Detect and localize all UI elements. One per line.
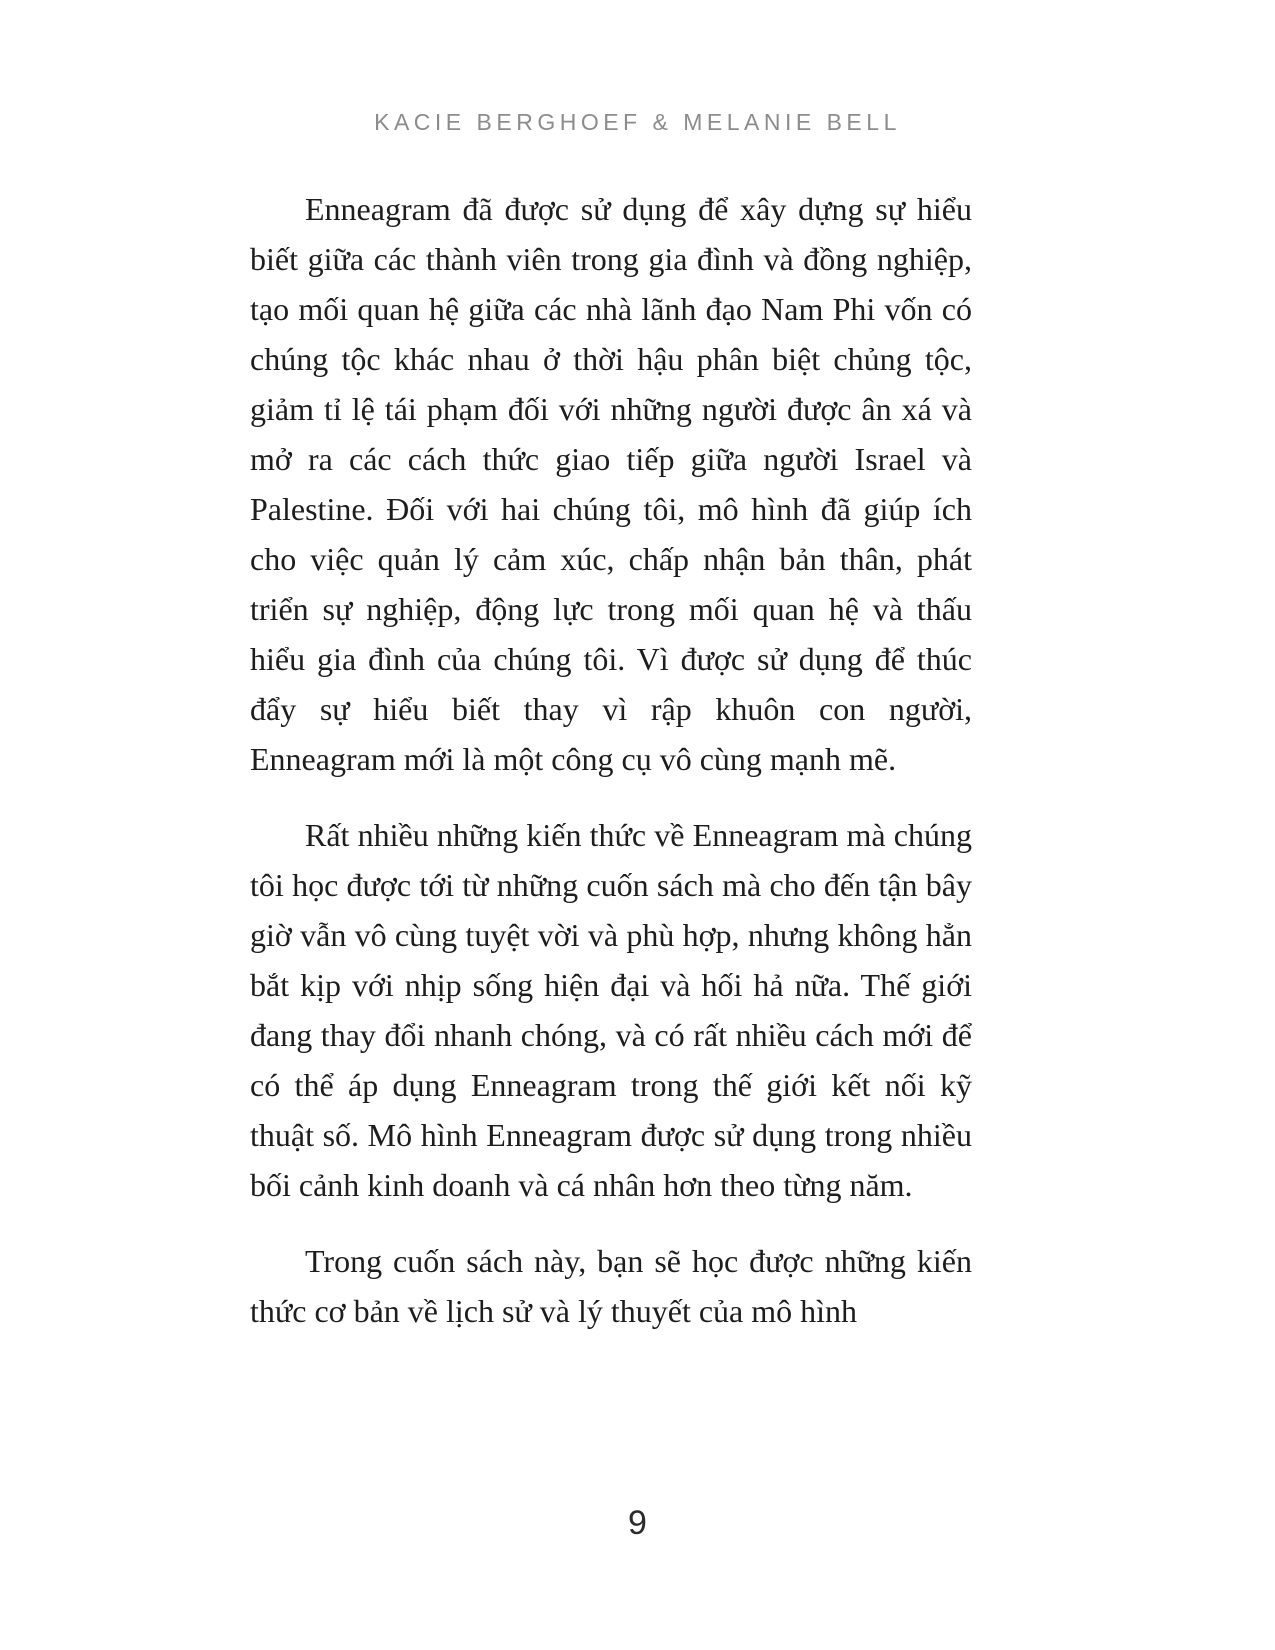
body-paragraph-2: Rất nhiều những kiến thức về Enneagram mà chúng tôi học được tới từ những cuốn sách mà cho đến tận bây giờ vẫn vô cùng tuyệt vời và phù hợp, nhưng không hẳn bắt kịp với nhịp sống hiện đại và hối hả nữa. Thế giới đang thay đổi nhanh chóng, và có rất nhiều cách mới để có thể áp dụng Enneagram trong thế giới kết nối kỹ thuật số. Mô hình Enneagram được sử dụng trong nhiều bối cảnh kinh doanh và cá nhân hơn theo từng năm.	[250, 817, 972, 1203]
running-header: KACIE BERGHOEF & MELANIE BELL	[374, 109, 901, 135]
page-text-body	[250, 184, 972, 1336]
page-number: 9	[628, 1504, 647, 1542]
body-paragraph-1: Enneagram đã được sử dụng để xây dựng sự hiểu biết giữa các thành viên trong gia đình và đồng nghiệp, tạo mối quan hệ giữa các nhà lãnh đạo Nam Phi vốn có chúng tộc khác nhau ở thời hậu phân biệt chủng tộc, giảm tỉ lệ tái phạm đối với những người được ân xá và mở ra các cách thức giao tiếp giữa người Israel và Palestine. Đối với hai chúng tôi, mô hình đã giúp ích cho việc quản lý cảm xúc, chấp nhận bản thân, phát triển sự nghiệp, động lực trong mối quan hệ và thấu hiểu gia đình của chúng tôi. Vì được sử dụng để thúc đẩy sự hiểu biết thay vì rập khuôn con người, Enneagram mới là một công cụ vô cùng mạnh mẽ.	[250, 191, 972, 777]
body-paragraph-3: Trong cuốn sách này, bạn sẽ học được những kiến thức cơ bản về lịch sử và lý thuyết của mô hình	[250, 1243, 972, 1329]
